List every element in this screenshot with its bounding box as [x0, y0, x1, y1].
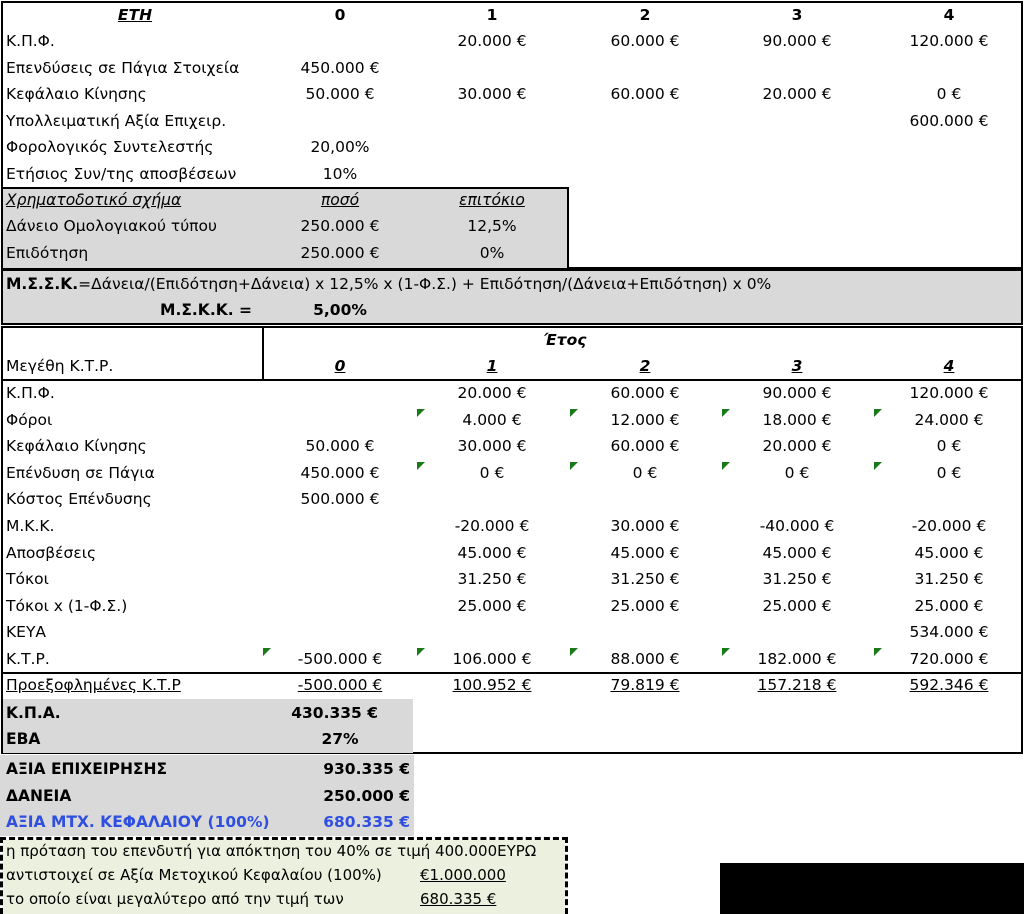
input-row-value — [889, 134, 1009, 160]
valuation-label: ΔΑΝΕΙΑ — [6, 786, 72, 805]
cashflow-row-value — [280, 566, 400, 592]
cashflow-row-value: 20.000 € — [762, 437, 832, 456]
input-row-value: 30.000 € — [457, 85, 527, 103]
cashflow-row-value — [585, 486, 705, 512]
formula-marker-icon — [874, 409, 882, 417]
cashflow-row-value: 60.000 € — [610, 384, 680, 402]
formula-marker-icon — [263, 648, 271, 656]
cashflow-row-label: Φόροι — [6, 410, 53, 429]
cashflow-row-label: Επένδυση σε Πάγια — [6, 463, 155, 482]
cashflow-row-value — [737, 619, 857, 645]
cashflow-row-value: 24.000 € — [914, 410, 984, 429]
cashflow-row-value: 30.000 € — [457, 437, 527, 456]
npv-value: 430.335 € — [291, 704, 378, 722]
input-row-label: Κ.Π.Φ. — [6, 32, 55, 50]
cashflow-row-label: Κεφάλαιο Κίνησης — [6, 437, 147, 456]
cashflow-row-value — [889, 486, 1009, 512]
cashflow-row-value — [280, 540, 400, 566]
cashflow-row-value — [432, 619, 552, 645]
discounted-value: 592.346 € — [909, 676, 989, 694]
cashflow-year-0: 0 — [334, 357, 346, 375]
cashflow-row-value: 0 € — [632, 463, 658, 482]
formula-marker-icon — [417, 409, 425, 417]
formula-marker-icon — [570, 462, 578, 470]
cashflow-row-value: 25.000 € — [762, 596, 832, 615]
formula-marker-icon — [722, 648, 730, 656]
cashflow-row-value: 30.000 € — [610, 517, 680, 535]
cashflow-row-value: 45.000 € — [914, 543, 984, 562]
cashflow-row-label: Κ.Τ.Ρ. — [6, 650, 50, 668]
cashflow-row-label: ΚΕΥΑ — [6, 623, 47, 642]
discounted-value: 157.218 € — [757, 676, 837, 694]
input-row-value — [432, 108, 552, 134]
input-row-value — [585, 55, 705, 81]
input-row-value — [889, 161, 1009, 187]
formula-marker-icon — [417, 648, 425, 656]
input-row-value: 20.000 € — [457, 32, 527, 50]
formula-marker-icon — [874, 462, 882, 470]
financing-header-1: ποσό — [320, 191, 360, 209]
cashflow-header-divider — [262, 328, 264, 380]
cashflow-row-label: Κόστος Επένδυσης — [6, 490, 152, 509]
wacc-formula-label: Μ.Σ.Σ.Κ. — [6, 275, 79, 293]
input-row-value — [889, 55, 1009, 81]
cashflow-row-value — [280, 513, 400, 539]
financing-row-value: 0% — [479, 244, 505, 262]
cashflow-row-value: 12.000 € — [610, 410, 680, 429]
cashflow-row-value: -20.000 € — [911, 517, 987, 535]
cashflow-row-value: 534.000 € — [909, 623, 989, 642]
cashflow-row-value: 0 € — [784, 463, 810, 482]
header-year-2: 2 — [639, 6, 651, 24]
cashflow-row-value: 500.000 € — [300, 490, 380, 509]
wacc-result-label: Μ.Σ.Κ.Κ. = — [160, 301, 252, 319]
cashflow-row-value — [432, 486, 552, 512]
discounted-value: 79.819 € — [610, 676, 680, 694]
cashflow-row-value: 45.000 € — [610, 543, 680, 562]
input-row-value — [432, 134, 552, 160]
input-row-value: 20.000 € — [762, 85, 832, 103]
input-row-value: 50.000 € — [305, 85, 375, 103]
cashflow-row-value: 0 € — [936, 437, 962, 456]
cashflow-row-value: 45.000 € — [457, 543, 527, 562]
cashflow-row-value: 0 € — [936, 463, 962, 482]
input-row-value: 90.000 € — [762, 32, 832, 50]
cashflow-row-value: -20.000 € — [454, 517, 530, 535]
cashflow-row-value — [737, 486, 857, 512]
cashflow-row-value: 450.000 € — [300, 463, 380, 482]
note-line-3-text: το οποίο είναι μεγαλύτερο από την τιμή των — [6, 890, 344, 908]
input-row-value — [737, 161, 857, 187]
cashflow-row-value: 31.250 € — [914, 570, 984, 589]
input-row-label: Υπολλειματική Αξία Επιχειρ. — [6, 111, 227, 130]
note-line-3-value: 680.335 € — [420, 890, 497, 908]
cashflow-row-value: 4.000 € — [462, 410, 522, 429]
cashflow-year-title: Έτος — [543, 331, 587, 349]
cashflow-row-value: 88.000 € — [610, 650, 680, 668]
cashflow-row-value: 25.000 € — [457, 596, 527, 615]
financing-row-label: Επιδότηση — [6, 244, 89, 262]
valuation-label: ΑΞΙΑ ΜΤΧ. ΚΕΦΑΛΑΙΟΥ (100%) — [6, 813, 270, 831]
note-line-2-value: €1.000.000 — [420, 866, 506, 884]
cashflow-row-value — [280, 593, 400, 619]
input-row-value: 20,00% — [310, 138, 370, 156]
cashflow-row-label: Τόκοι — [6, 570, 49, 589]
financing-border-right — [567, 187, 569, 268]
cashflow-row-value: 18.000 € — [762, 410, 832, 429]
valuation-value: 680.335 € — [323, 813, 410, 831]
header-years-label: ΕΤΗ — [117, 6, 153, 24]
input-row-label: Ετήσιος Συν/της αποσβέσεων — [6, 164, 237, 183]
cashflow-row-label: Κ.Π.Φ. — [6, 384, 55, 402]
financing-header-2: επιτόκιο — [459, 191, 525, 209]
cashflow-row-value: 182.000 € — [757, 650, 837, 668]
cashflow-row-value: 20.000 € — [457, 384, 527, 402]
cashflow-row-value — [585, 619, 705, 645]
cashflow-row-value — [280, 407, 400, 433]
irr-value: 27% — [321, 730, 359, 748]
input-row-label: Επενδύσεις σε Πάγια Στοιχεία — [6, 58, 240, 77]
input-row-value: 10% — [322, 164, 358, 183]
header-year-0: 0 — [334, 6, 346, 24]
financing-row-value: 250.000 € — [300, 217, 380, 235]
input-row-value: 0 € — [936, 85, 962, 103]
formula-marker-icon — [722, 462, 730, 470]
cashflow-row-label: Μ.Κ.Κ. — [6, 517, 55, 535]
wacc-formula — [6, 271, 1016, 297]
input-row-value — [737, 55, 857, 81]
cashflow-row-header: Μεγέθη Κ.Τ.Ρ. — [6, 357, 114, 375]
header-year-1: 1 — [486, 6, 498, 24]
input-row-value — [737, 108, 857, 134]
cashflow-row-value: 31.250 € — [610, 570, 680, 589]
formula-marker-icon — [570, 648, 578, 656]
input-row-value — [585, 108, 705, 134]
cashflow-year-4: 4 — [943, 357, 955, 375]
cashflow-row-value: -500.000 € — [297, 650, 383, 668]
input-row-value: 450.000 € — [300, 58, 380, 77]
cashflow-row-value: 720.000 € — [909, 650, 989, 668]
valuation-value: 930.335 € — [323, 760, 410, 778]
input-row-value: 60.000 € — [610, 32, 680, 50]
input-row-value — [432, 55, 552, 81]
financing-row-value: 250.000 € — [300, 244, 380, 262]
npv-label: Κ.Π.Α. — [6, 704, 61, 722]
input-row-value: 600.000 € — [909, 111, 989, 130]
wacc-result-value: 5,00% — [313, 301, 367, 319]
formula-marker-icon — [417, 462, 425, 470]
financing-header-0: Χρηματοδοτικό σχήμα — [6, 191, 182, 209]
input-row-value: 120.000 € — [909, 32, 989, 50]
cashflow-row-label: Αποσβέσεις — [6, 543, 97, 562]
note-line-2-text: αντιστοιχεί σε Αξία Μετοχικού Κεφαλαίου (100%) — [6, 866, 382, 884]
cashflow-year-1: 1 — [486, 357, 498, 375]
wacc-formula-text: =Δάνεια/(Επιδότηση+Δάνεια) x 12,5% x (1-Φ.Σ.) + Επιδότηση/(Δάνεια+Επιδότηση) x 0% — [78, 275, 772, 293]
input-row-value — [737, 134, 857, 160]
input-row-value — [280, 28, 400, 54]
input-row-label: Κεφάλαιο Κίνησης — [6, 85, 147, 103]
cashflow-year-3: 3 — [791, 357, 803, 375]
discounted-label: Προεξοφλημένες Κ.Τ.Ρ — [6, 676, 181, 694]
input-row-label: Φορολογικός Συντελεστής — [6, 138, 214, 156]
financing-row-label: Δάνειο Ομολογιακού τύπου — [6, 217, 217, 235]
cashflow-row-value: 45.000 € — [762, 543, 832, 562]
header-year-4: 4 — [943, 6, 955, 24]
cashflow-row-label: Τόκοι x (1-Φ.Σ.) — [6, 596, 128, 615]
cashflow-row-value: 120.000 € — [909, 384, 989, 402]
financing-row-value: 12,5% — [467, 217, 517, 235]
input-row-value — [432, 161, 552, 187]
header-year-3: 3 — [791, 6, 803, 24]
cashflow-row-value: 60.000 € — [610, 437, 680, 456]
cashflow-row-value: 50.000 € — [305, 437, 375, 456]
formula-marker-icon — [722, 409, 730, 417]
cashflow-row-value: 25.000 € — [914, 596, 984, 615]
cashflow-row-value: 0 € — [479, 463, 505, 482]
cashflow-year-2: 2 — [639, 357, 651, 375]
valuation-label: ΑΞΙΑ ΕΠΙΧΕΙΡΗΣΗΣ — [6, 760, 168, 778]
cashflow-row-value: 25.000 € — [610, 596, 680, 615]
formula-marker-icon — [570, 409, 578, 417]
input-row-value — [585, 134, 705, 160]
formula-marker-icon — [874, 648, 882, 656]
valuation-value: 250.000 € — [323, 786, 410, 805]
input-row-value — [280, 108, 400, 134]
input-row-value — [585, 161, 705, 187]
note-line-1: η πρόταση του επενδυτή για απόκτηση του 40% σε τιμή 400.000ΕΥΡΩ — [6, 842, 537, 860]
cashflow-row-value: 90.000 € — [762, 384, 832, 402]
input-row-value: 60.000 € — [610, 85, 680, 103]
cashflow-row-value — [280, 619, 400, 645]
cashflow-row-value: 31.250 € — [457, 570, 527, 589]
cashflow-row-value: 106.000 € — [452, 650, 532, 668]
cashflow-row-value: 31.250 € — [762, 570, 832, 589]
irr-label: ΕΒΑ — [6, 730, 41, 748]
cashflow-row-value — [280, 380, 400, 406]
cashflow-row-value: -40.000 € — [759, 517, 835, 535]
black-block — [720, 863, 1024, 914]
discounted-value: -500.000 € — [297, 676, 383, 694]
discounted-value: 100.952 € — [452, 676, 532, 694]
